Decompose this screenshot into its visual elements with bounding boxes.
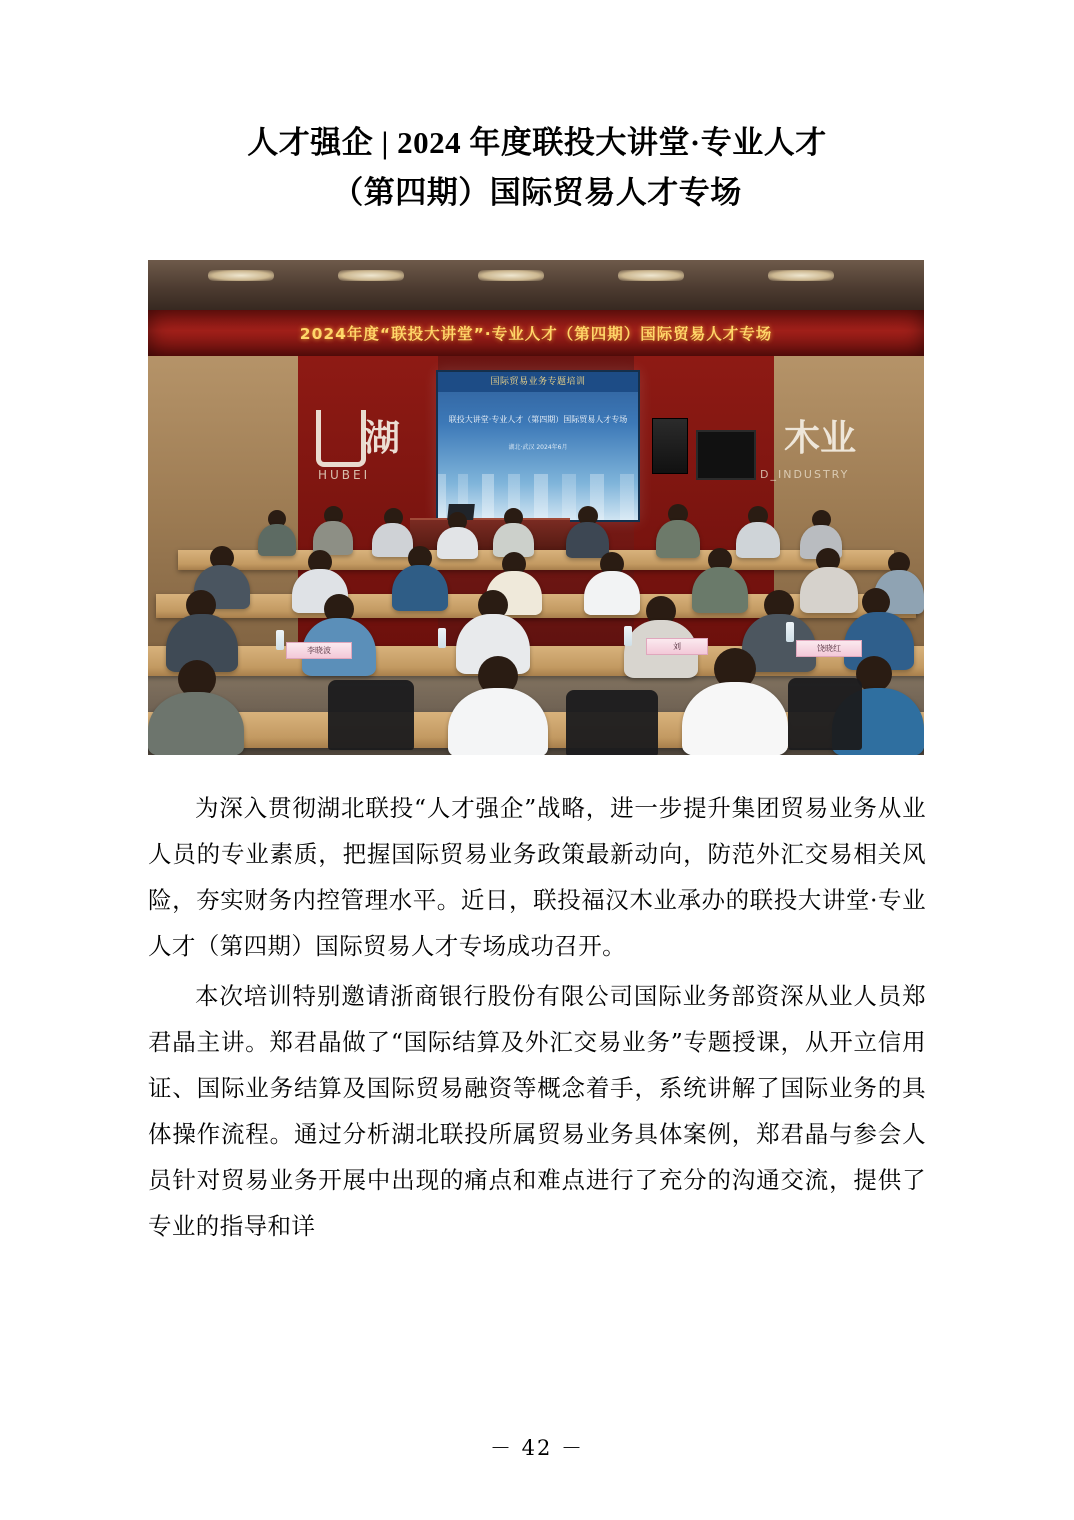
water-bottle: [438, 628, 446, 648]
attendee: [682, 682, 788, 755]
slide-header-bar: [438, 372, 638, 392]
ceiling-light: [208, 270, 274, 281]
attendee: [372, 523, 413, 557]
name-plate: 饶晓红: [796, 640, 862, 657]
loudspeaker: [652, 418, 688, 474]
attendee: [566, 522, 609, 558]
attendee: [584, 571, 640, 615]
paragraph-1: 为深入贯彻湖北联投“人才强企”战略，进一步提升集团贸易业务从业人员的专业素质，把握国际贸易业务政策最新动向，防范外汇交易相关风险，夯实财务内控管理水平。近日，联投福汉木业承办的联投大讲堂·专业人才（第四期）国际贸易人才专场成功召开。: [148, 794, 926, 960]
slide-header-text: 国际贸易业务专题培训: [490, 377, 586, 387]
ceiling-light: [618, 270, 684, 281]
attendee: [656, 520, 700, 558]
wall-logo-right-sub: D_INDUSTRY: [760, 468, 850, 481]
wall-logo-left-sub: HUBEI: [318, 468, 371, 482]
ceiling-light: [338, 270, 404, 281]
wall-monitor: [696, 430, 756, 480]
title-line-2: （第四期）国际贸易人才专场: [332, 175, 742, 210]
water-bottle: [276, 630, 284, 650]
attendee: [258, 524, 296, 556]
chair: [566, 690, 658, 755]
attendee: [736, 522, 780, 558]
stage-led-banner: [148, 310, 924, 356]
page-title: [148, 0, 926, 218]
attendee: [692, 567, 748, 613]
water-bottle: [786, 622, 794, 642]
page-number: － 42 －: [489, 1436, 585, 1460]
water-bottle: [624, 626, 632, 646]
chair: [788, 678, 862, 750]
ceiling-light: [768, 270, 834, 281]
article-body: [148, 785, 926, 1249]
paragraph-2: 本次培训特别邀请浙商银行股份有限公司国际业务部资深从业人员郑君晶主讲。郑君晶做了“国际结算及外汇交易业务”专题授课，从开立信用证、国际业务结算及国际贸易融资等概念着手，系统讲解了国际业务的具体操作流程。通过分析湖北联投所属贸易业务具体案例，郑君晶与参会人员针对贸易业务开展中出现的痛点和难点进行了充分的沟通交流，提供了专业的指导和详: [148, 982, 926, 1240]
attendee: [448, 688, 548, 755]
attendee: [800, 567, 858, 613]
name-plate: 刘: [646, 638, 708, 655]
ceiling-light: [478, 270, 544, 281]
wall-logo-left-text: 湖: [364, 418, 401, 459]
projection-screen: [436, 370, 640, 522]
attendee: [437, 527, 478, 559]
banner-text: 2024年度“联投大讲堂”·专业人才（第四期）国际贸易人才专场: [299, 325, 773, 343]
attendee: [148, 692, 244, 755]
wall-logo-right-text: 木业: [784, 418, 857, 459]
chair: [328, 680, 414, 750]
slide-subtitle: 湖北·武汉 2024年6月: [508, 444, 568, 451]
conference-room-photo: [148, 260, 924, 755]
attendee: [392, 565, 448, 611]
name-plate: 李晓波: [286, 642, 352, 659]
slide-title: 联投大讲堂·专业人才（第四期）国际贸易人才专场: [448, 415, 628, 424]
company-logo-mark: [316, 410, 366, 467]
title-line-1: 人才强企 | 2024 年度联投大讲堂·专业人才: [247, 125, 827, 160]
ceiling: [148, 260, 924, 312]
